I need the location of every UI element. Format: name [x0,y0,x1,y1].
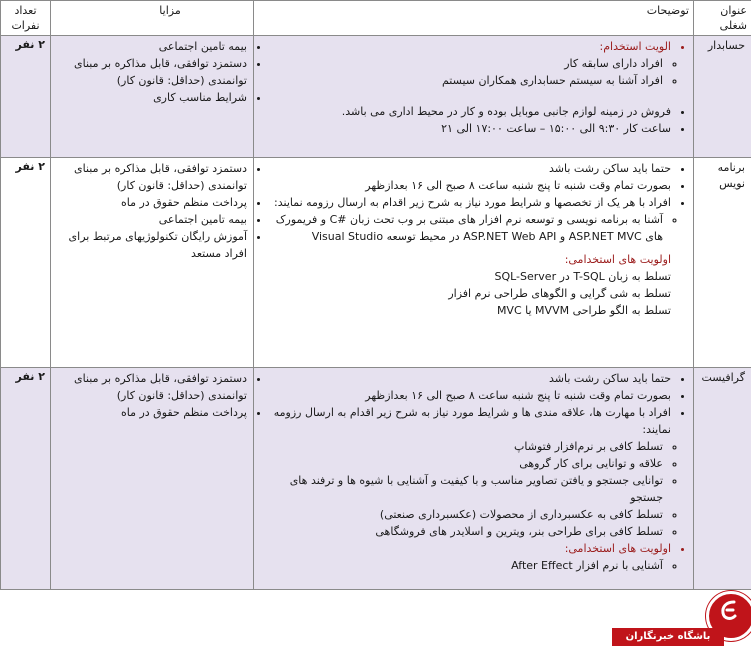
header-description: توضیحات [254,1,694,36]
benefits-cell [51,36,254,158]
list-item: ◦ آشنایی با نرم افزار After Effect [260,557,663,574]
list-item: ◦ افراد آشنا به سیستم حسابداری همکاران سیستم [260,72,663,89]
watermark-logo [598,585,751,652]
list-item: • ساعت کار ۹:۳۰ الی ۱۵:۰۰ – ساعت ۱۷:۰۰ الی ۲۱ [260,120,671,137]
benefits-cell [51,158,254,368]
list-item: ◦ تسلط کافی بر نرم‌افزار فتوشاپ [260,438,663,455]
benefits-cell [51,368,254,590]
priority-label: • الویت استخدام: [260,38,671,55]
priority-line: تسلط به زبان T-SQL در SQL-Server [494,270,671,283]
job-title-cell: حسابدار [694,36,751,158]
priority-label: • اولویت های استخدامی: [260,540,671,557]
list-item: • بیمه تامین اجتماعی [57,38,247,55]
list-item: ◦ تسلط کافی برای طراحی بنر، ویترین و اسلایدر های فروشگاهی [260,523,663,540]
header-count: تعداد نفرات [1,1,51,36]
count-cell: ۲ نفر [1,36,51,158]
logo-glyph-icon [718,598,740,624]
description-cell [254,158,694,368]
job-title-cell: برنامه نویس [694,158,751,368]
list-item: • شرایط مناسب کاری [57,89,247,106]
priority-label: اولویت های استخدامی: [564,253,671,266]
list-item: ◦ افراد دارای سابقه کار [260,55,663,72]
priority-line: تسلط به شی گرایی و الگوهای طراحی نرم افزار [448,287,671,300]
list-item: • دستمزد توافقی، قابل مذاکره بر مبنای توانمندی (حداقل: قانون کار) [57,55,247,89]
header-job-title: عنوان شغلی [694,1,751,36]
list-item: • حتما باید ساکن رشت باشد [260,370,671,387]
description-cell [254,36,694,158]
list-item: ◦ تسلط کافی به عکسبرداری از محصولات (عکسبرداری صنعتی) [260,506,663,523]
list-item: ◦ آشنا به برنامه نویسی و توسعه نرم افزار های مبتنی بر وب تحت زبان #C و فریمورک های ASP.NET MVC و ASP.NET Web API در محیط توسعه Visual Studio [260,211,663,245]
list-item: • بصورت تمام وقت شنبه تا پنج شنبه ساعت ۸ صبح الی ۱۶ بعدازظهر [260,387,671,404]
list-item: • فروش در زمینه لوازم جانبی موبایل بوده و کار در محیط اداری می باشد. [260,103,671,120]
table-row [1,158,751,368]
count-cell: ۲ نفر [1,368,51,590]
count-cell: ۲ نفر [1,158,51,368]
list-item: ◦ علاقه و توانایی برای کار گروهی [260,455,663,472]
list-item: • افراد با هر یک از تخصصها و شرایط مورد نیاز به شرح زیر اقدام به ارسال رزومه نمایند: [260,194,671,211]
list-item: • پرداخت منظم حقوق در ماه [57,404,247,421]
description-cell [254,368,694,590]
list-item: • افراد با مهارت ها، علاقه مندی ها و شرایط مورد نیاز به شرح زیر اقدام به ارسال رزومه نمایند: [260,404,671,438]
list-item: • پرداخت منظم حقوق در ماه [57,194,247,211]
list-item: ◦ توانایی جستجو و یافتن تصاویر مناسب و با کیفیت و آشنایی با شیوه ها و ترفند های جستجو [260,472,663,506]
job-title-cell: گرافیست [694,368,751,590]
list-item: • حتما باید ساکن رشت باشد [260,160,671,177]
table-row [1,368,751,590]
table-row [1,36,751,158]
header-row [1,1,751,36]
list-item: • دستمزد توافقی، قابل مذاکره بر مبنای توانمندی (حداقل: قانون کار) [57,160,247,194]
header-benefits: مزایا [51,1,254,36]
logo-text: باشگاه خبرنگاران [612,628,724,646]
priority-line: تسلط به الگو طراحی MVVM یا MVC [496,304,671,317]
list-item: • آموزش رایگان تکنولوژیهای مرتبط برای افراد مستعد [57,228,247,262]
list-item: • بیمه تامین اجتماعی [57,211,247,228]
list-item: • بصورت تمام وقت شنبه تا پنج شنبه ساعت ۸ صبح الی ۱۶ بعدازظهر [260,177,671,194]
list-item: • دستمزد توافقی، قابل مذاکره بر مبنای توانمندی (حداقل: قانون کار) [57,370,247,404]
